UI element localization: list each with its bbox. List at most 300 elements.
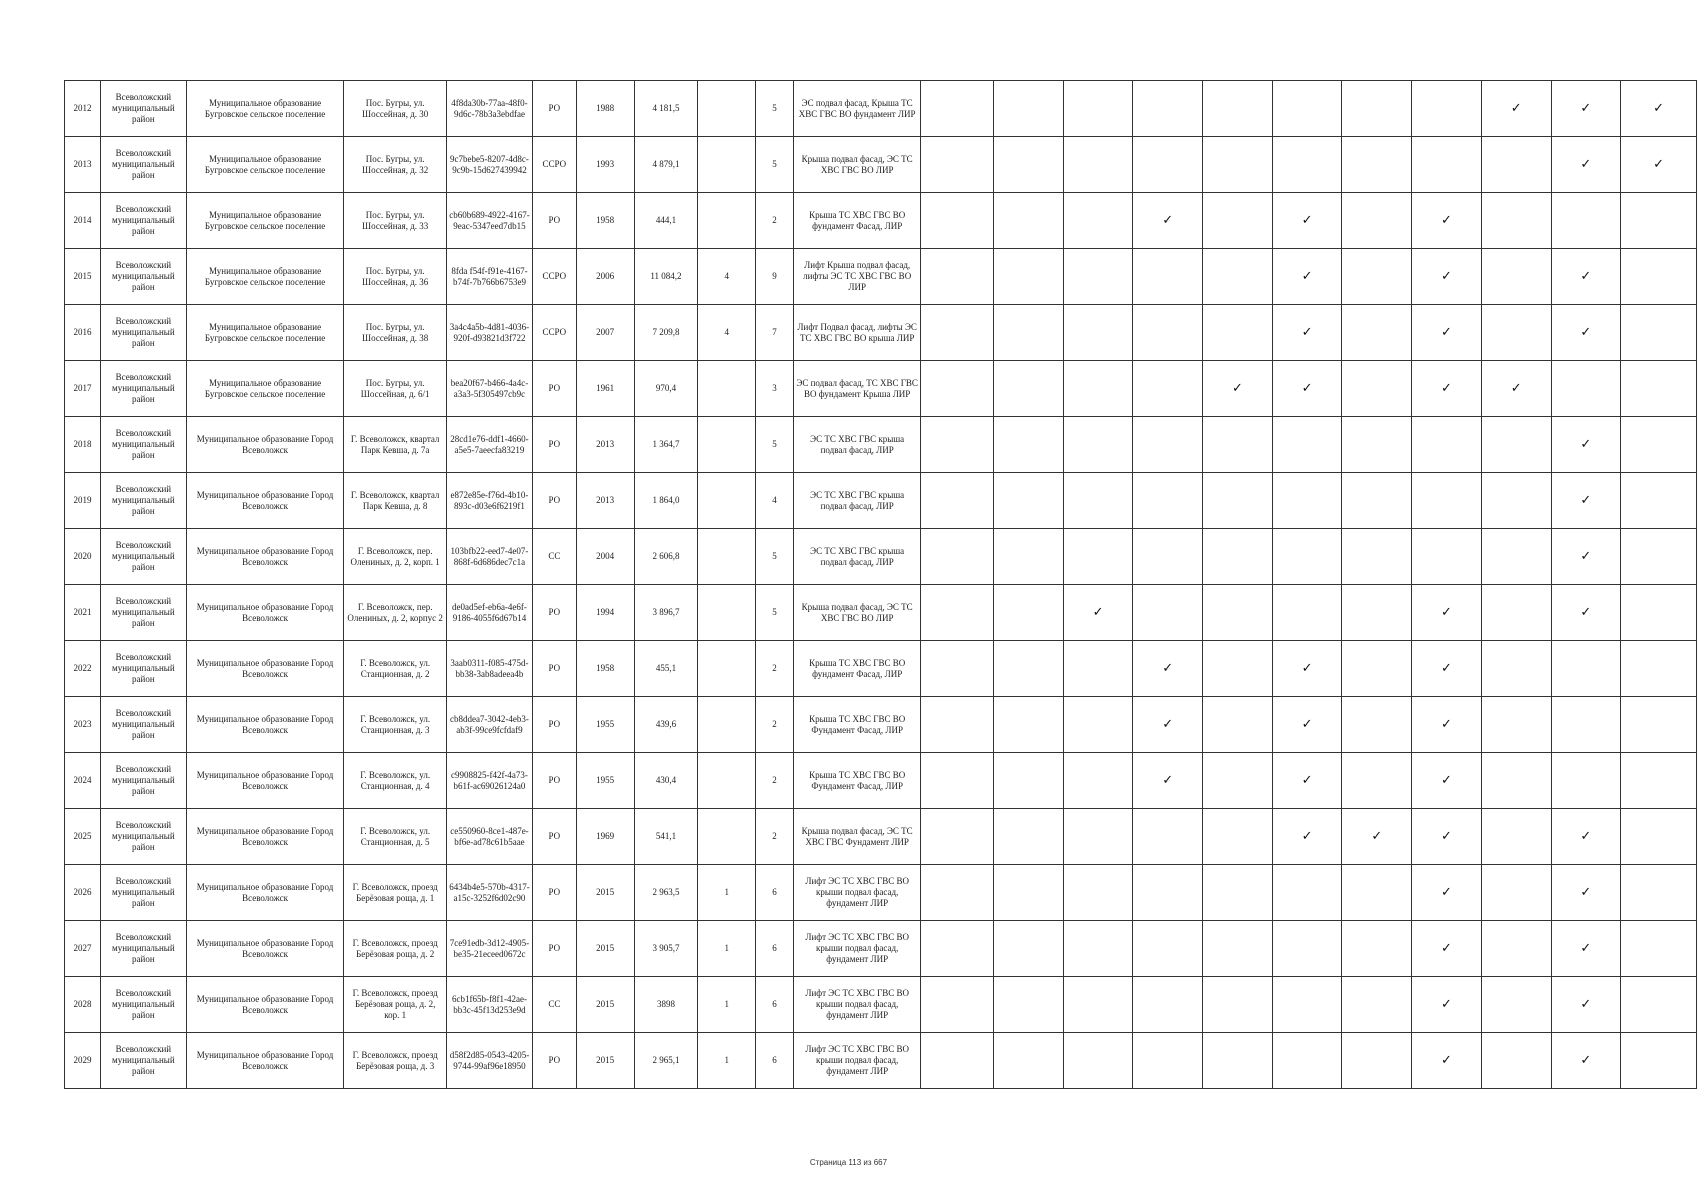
check-mark-icon: ✓ [1092, 605, 1104, 620]
district-cell: Всеволожский муниципальный район [100, 249, 186, 305]
check-mark-icon: ✓ [1301, 381, 1313, 396]
row-number: 2028 [65, 977, 101, 1033]
house-uid-cell: e872e85e-f76d-4b10-893c-d03e6f6219f1 [447, 473, 533, 529]
works-list-cell: Лифт ЭС ТС ХВС ГВС ВО крыши подвал фасад, фундамент ЛИР [793, 1033, 921, 1089]
check-cell [994, 865, 1064, 921]
management-type-cell: РО [532, 809, 576, 865]
check-cell [1272, 865, 1342, 921]
floors-cell: 6 [756, 1033, 794, 1089]
check-cell [1063, 921, 1133, 977]
check-cell [1133, 753, 1203, 809]
check-cell [1133, 641, 1203, 697]
municipality-cell: Муниципальное образование Город Всеволожск [186, 641, 343, 697]
check-mark-icon: ✓ [1162, 213, 1174, 228]
municipality-cell: Муниципальное образование Город Всеволожск [186, 921, 343, 977]
address-cell: Г. Всеволожск, проезд Берёзовая роща, д. 2 [344, 921, 447, 977]
check-cell [1342, 809, 1412, 865]
check-cell [1063, 809, 1133, 865]
house-uid-cell: 28cd1e76-ddf1-4660-a5e5-7aeecfa83219 [447, 417, 533, 473]
floors-cell: 2 [756, 753, 794, 809]
check-cell [1412, 641, 1482, 697]
check-cell [1481, 193, 1551, 249]
check-cell [1481, 809, 1551, 865]
check-cell [1412, 1033, 1482, 1089]
check-cell [1412, 977, 1482, 1033]
municipality-cell: Муниципальное образование Город Всеволожск [186, 1033, 343, 1089]
data-table [64, 80, 1697, 1089]
municipality-cell: Муниципальное образование Город Всеволожск [186, 473, 343, 529]
check-mark-icon: ✓ [1580, 941, 1592, 956]
check-cell [1551, 753, 1621, 809]
check-cell [1412, 473, 1482, 529]
elevator-count-cell [698, 809, 756, 865]
floors-cell: 2 [756, 193, 794, 249]
table-row [65, 529, 1697, 585]
table-row [65, 1033, 1697, 1089]
check-cell [1063, 585, 1133, 641]
check-cell [994, 137, 1064, 193]
elevator-count-cell [698, 193, 756, 249]
check-cell [921, 865, 994, 921]
check-cell [1133, 473, 1203, 529]
check-cell [1133, 249, 1203, 305]
elevator-count-cell [698, 697, 756, 753]
check-cell [921, 921, 994, 977]
check-mark-icon: ✓ [1580, 101, 1592, 116]
check-cell [1272, 193, 1342, 249]
floors-cell: 5 [756, 417, 794, 473]
check-cell [1481, 305, 1551, 361]
check-cell [1412, 529, 1482, 585]
check-mark-icon: ✓ [1301, 829, 1313, 844]
works-list-cell: Лифт Крыша подвал фасад, лифты ЭС ТС ХВС ГВС ВО ЛИР [793, 249, 921, 305]
check-cell [1203, 473, 1273, 529]
check-cell [1063, 1033, 1133, 1089]
check-mark-icon: ✓ [1441, 269, 1452, 284]
check-cell [1551, 137, 1621, 193]
municipality-cell: Муниципальное образование Бугровское сельское поселение [186, 81, 343, 137]
area-cell: 2 606,8 [634, 529, 698, 585]
area-cell: 3 905,7 [634, 921, 698, 977]
elevator-count-cell: 1 [698, 1033, 756, 1089]
check-cell [994, 809, 1064, 865]
check-cell [1272, 305, 1342, 361]
check-cell [1412, 809, 1482, 865]
check-cell [1133, 193, 1203, 249]
build-year-cell: 1958 [576, 641, 634, 697]
floors-cell: 3 [756, 361, 794, 417]
check-cell [1412, 193, 1482, 249]
check-cell [994, 697, 1064, 753]
check-cell [1412, 417, 1482, 473]
check-cell [1203, 977, 1273, 1033]
address-cell: Пос. Бугры, ул. Шоссейная, д. 33 [344, 193, 447, 249]
check-cell [1342, 753, 1412, 809]
check-cell [1133, 977, 1203, 1033]
check-cell [1621, 249, 1697, 305]
check-cell [994, 361, 1064, 417]
check-cell [1133, 81, 1203, 137]
house-uid-cell: d58f2d85-0543-4205-9744-99af96e18950 [447, 1033, 533, 1089]
floors-cell: 7 [756, 305, 794, 361]
check-cell [1063, 473, 1133, 529]
works-list-cell: ЭС ТС ХВС ГВС крыша подвал фасад, ЛИР [793, 473, 921, 529]
check-cell [1063, 641, 1133, 697]
check-mark-icon: ✓ [1301, 717, 1313, 732]
check-cell [1063, 361, 1133, 417]
check-cell [1481, 473, 1551, 529]
check-cell [1412, 865, 1482, 921]
check-mark-icon: ✓ [1510, 381, 1522, 396]
check-cell [994, 305, 1064, 361]
check-cell [1203, 305, 1273, 361]
build-year-cell: 2015 [576, 921, 634, 977]
municipality-cell: Муниципальное образование Бугровское сельское поселение [186, 249, 343, 305]
check-cell [1412, 697, 1482, 753]
elevator-count-cell [698, 585, 756, 641]
works-list-cell: Лифт ЭС ТС ХВС ГВС ВО крыши подвал фасад, фундамент ЛИР [793, 921, 921, 977]
check-cell [1203, 249, 1273, 305]
check-cell [1342, 417, 1412, 473]
floors-cell: 4 [756, 473, 794, 529]
works-list-cell: Крыша ТС ХВС ГВС ВО Фундамент Фасад, ЛИР [793, 753, 921, 809]
floors-cell: 2 [756, 697, 794, 753]
row-number: 2018 [65, 417, 101, 473]
area-cell: 11 084,2 [634, 249, 698, 305]
check-cell [1551, 921, 1621, 977]
check-cell [1621, 585, 1697, 641]
district-cell: Всеволожский муниципальный район [100, 809, 186, 865]
address-cell: Г. Всеволожск, проезд Берёзовая роща, д. 1 [344, 865, 447, 921]
address-cell: Г. Всеволожск, квартал Парк Кевша, д. 8 [344, 473, 447, 529]
table-row [65, 641, 1697, 697]
floors-cell: 5 [756, 529, 794, 585]
municipality-cell: Муниципальное образование Город Всеволожск [186, 809, 343, 865]
floors-cell: 2 [756, 641, 794, 697]
check-cell [1551, 473, 1621, 529]
check-cell [994, 529, 1064, 585]
works-list-cell: Крыша ТС ХВС ГВС ВО Фундамент Фасад, ЛИР [793, 697, 921, 753]
check-cell [1272, 921, 1342, 977]
check-cell [1063, 81, 1133, 137]
table-row [65, 473, 1697, 529]
check-cell [1342, 305, 1412, 361]
check-cell [994, 473, 1064, 529]
area-cell: 1 864,0 [634, 473, 698, 529]
check-mark-icon: ✓ [1580, 605, 1592, 620]
build-year-cell: 2015 [576, 865, 634, 921]
check-cell [921, 193, 994, 249]
area-cell: 444,1 [634, 193, 698, 249]
district-cell: Всеволожский муниципальный район [100, 81, 186, 137]
check-cell [1481, 977, 1551, 1033]
area-cell: 455,1 [634, 641, 698, 697]
check-mark-icon: ✓ [1441, 941, 1452, 956]
elevator-count-cell: 4 [698, 249, 756, 305]
address-cell: Г. Всеволожск, квартал Парк Кевша, д. 7а [344, 417, 447, 473]
check-mark-icon: ✓ [1441, 773, 1452, 788]
house-uid-cell: 7ce91edb-3d12-4905-be35-21eceed0672c [447, 921, 533, 977]
table-row [65, 249, 1697, 305]
house-uid-cell: 9c7bebe5-8207-4d8c-9c9b-15d627439942 [447, 137, 533, 193]
check-cell [994, 1033, 1064, 1089]
district-cell: Всеволожский муниципальный район [100, 305, 186, 361]
check-cell [1412, 585, 1482, 641]
works-list-cell: Крыша подвал фасад, ЭС ТС ХВС ГВС ВО ЛИР [793, 137, 921, 193]
check-cell [1621, 81, 1697, 137]
district-cell: Всеволожский муниципальный район [100, 1033, 186, 1089]
check-cell [994, 249, 1064, 305]
house-uid-cell: 6434b4e5-570b-4317-a15c-3252f6d02c90 [447, 865, 533, 921]
page-footer: Страница 113 из 667 [809, 1158, 888, 1167]
municipality-cell: Муниципальное образование Город Всеволожск [186, 697, 343, 753]
works-list-cell: ЭС ТС ХВС ГВС крыша подвал фасад, ЛИР [793, 529, 921, 585]
check-mark-icon: ✓ [1580, 269, 1592, 284]
area-cell: 3898 [634, 977, 698, 1033]
check-cell [1063, 753, 1133, 809]
district-cell: Всеволожский муниципальный район [100, 753, 186, 809]
check-cell [1412, 81, 1482, 137]
works-list-cell: Крыша ТС ХВС ГВС ВО фундамент Фасад, ЛИР [793, 641, 921, 697]
check-cell [1621, 473, 1697, 529]
build-year-cell: 1961 [576, 361, 634, 417]
elevator-count-cell: 1 [698, 921, 756, 977]
check-cell [1342, 361, 1412, 417]
area-cell: 4 879,1 [634, 137, 698, 193]
check-cell [1481, 641, 1551, 697]
house-uid-cell: ce550960-8ce1-487e-bf6e-ad78c61b5aae [447, 809, 533, 865]
management-type-cell: РО [532, 585, 576, 641]
check-mark-icon: ✓ [1301, 773, 1313, 788]
check-cell [1621, 809, 1697, 865]
check-cell [1272, 249, 1342, 305]
floors-cell: 5 [756, 137, 794, 193]
check-cell [1551, 361, 1621, 417]
check-cell [1272, 585, 1342, 641]
house-uid-cell: cb60b689-4922-4167-9eac-5347eed7db15 [447, 193, 533, 249]
district-cell: Всеволожский муниципальный район [100, 865, 186, 921]
row-number: 2025 [65, 809, 101, 865]
check-mark-icon: ✓ [1510, 101, 1522, 116]
check-cell [1133, 417, 1203, 473]
check-cell [1203, 137, 1273, 193]
check-mark-icon: ✓ [1580, 997, 1592, 1012]
check-cell [921, 697, 994, 753]
build-year-cell: 1988 [576, 81, 634, 137]
management-type-cell: РО [532, 417, 576, 473]
build-year-cell: 1958 [576, 193, 634, 249]
check-cell [1203, 921, 1273, 977]
management-type-cell: СС [532, 977, 576, 1033]
check-cell [1481, 697, 1551, 753]
build-year-cell: 1994 [576, 585, 634, 641]
check-cell [1551, 865, 1621, 921]
floors-cell: 9 [756, 249, 794, 305]
build-year-cell: 2015 [576, 1033, 634, 1089]
check-cell [1272, 641, 1342, 697]
check-cell [1551, 529, 1621, 585]
check-mark-icon: ✓ [1441, 213, 1452, 228]
check-cell [1551, 193, 1621, 249]
address-cell: Г. Всеволожск, пер. Олениных, д. 2, корпус 2 [344, 585, 447, 641]
check-cell [1133, 585, 1203, 641]
municipality-cell: Муниципальное образование Город Всеволожск [186, 865, 343, 921]
table-row [65, 697, 1697, 753]
check-cell [1481, 921, 1551, 977]
check-cell [921, 249, 994, 305]
check-cell [1133, 137, 1203, 193]
area-cell: 3 896,7 [634, 585, 698, 641]
check-cell [1203, 81, 1273, 137]
check-cell [1551, 585, 1621, 641]
check-cell [1203, 529, 1273, 585]
table-row [65, 809, 1697, 865]
check-cell [1342, 193, 1412, 249]
floors-cell: 6 [756, 977, 794, 1033]
build-year-cell: 2007 [576, 305, 634, 361]
check-cell [994, 641, 1064, 697]
check-mark-icon: ✓ [1441, 661, 1452, 676]
municipality-cell: Муниципальное образование Бугровское сельское поселение [186, 137, 343, 193]
check-cell [1342, 921, 1412, 977]
build-year-cell: 1993 [576, 137, 634, 193]
build-year-cell: 2004 [576, 529, 634, 585]
check-cell [1342, 1033, 1412, 1089]
check-mark-icon: ✓ [1580, 829, 1592, 844]
management-type-cell: РО [532, 641, 576, 697]
area-cell: 970,4 [634, 361, 698, 417]
management-type-cell: ССРО [532, 305, 576, 361]
house-uid-cell: de0ad5ef-eb6a-4e6f-9186-4055f6d67b14 [447, 585, 533, 641]
row-number: 2012 [65, 81, 101, 137]
table-row [65, 977, 1697, 1033]
district-cell: Всеволожский муниципальный район [100, 697, 186, 753]
build-year-cell: 2013 [576, 473, 634, 529]
address-cell: Пос. Бугры, ул. Шоссейная, д. 36 [344, 249, 447, 305]
check-cell [1133, 529, 1203, 585]
elevator-count-cell: 4 [698, 305, 756, 361]
build-year-cell: 2006 [576, 249, 634, 305]
check-cell [921, 753, 994, 809]
elevator-count-cell [698, 473, 756, 529]
check-cell [1342, 249, 1412, 305]
management-type-cell: ССРО [532, 249, 576, 305]
check-cell [1272, 809, 1342, 865]
check-cell [1133, 697, 1203, 753]
elevator-count-cell [698, 137, 756, 193]
check-cell [1551, 809, 1621, 865]
floors-cell: 6 [756, 921, 794, 977]
check-cell [1133, 361, 1203, 417]
check-cell [921, 81, 994, 137]
table-row [65, 81, 1697, 137]
check-cell [1481, 417, 1551, 473]
elevator-count-cell [698, 753, 756, 809]
check-mark-icon: ✓ [1441, 997, 1452, 1012]
district-cell: Всеволожский муниципальный район [100, 921, 186, 977]
row-number: 2019 [65, 473, 101, 529]
municipality-cell: Муниципальное образование Город Всеволожск [186, 977, 343, 1033]
address-cell: Г. Всеволожск, ул. Станционная, д. 3 [344, 697, 447, 753]
check-mark-icon: ✓ [1441, 1053, 1452, 1068]
row-number: 2013 [65, 137, 101, 193]
table-row [65, 305, 1697, 361]
check-cell [1621, 417, 1697, 473]
works-list-cell: Крыша подвал фасад, ЭС ТС ХВС ГВС Фундамент ЛИР [793, 809, 921, 865]
check-mark-icon: ✓ [1162, 717, 1174, 732]
floors-cell: 2 [756, 809, 794, 865]
table-row [65, 361, 1697, 417]
house-uid-cell: c9908825-f42f-4a73-b61f-ac69026124a0 [447, 753, 533, 809]
management-type-cell: ССРО [532, 137, 576, 193]
address-cell: Г. Всеволожск, ул. Станционная, д. 5 [344, 809, 447, 865]
check-cell [1203, 809, 1273, 865]
management-type-cell: РО [532, 865, 576, 921]
check-cell [1342, 473, 1412, 529]
check-cell [1481, 249, 1551, 305]
elevator-count-cell [698, 81, 756, 137]
municipality-cell: Муниципальное образование Бугровское сельское поселение [186, 361, 343, 417]
check-cell [1203, 193, 1273, 249]
house-uid-cell: 4f8da30b-77aa-48f0-9d6c-78b3a3ebdfae [447, 81, 533, 137]
address-cell: Г. Всеволожск, ул. Станционная, д. 2 [344, 641, 447, 697]
municipality-cell: Муниципальное образование Город Всеволожск [186, 753, 343, 809]
management-type-cell: РО [532, 753, 576, 809]
check-mark-icon: ✓ [1441, 829, 1452, 844]
area-cell: 7 209,8 [634, 305, 698, 361]
management-type-cell: СС [532, 529, 576, 585]
address-cell: Г. Всеволожск, проезд Берёзовая роща, д. 3 [344, 1033, 447, 1089]
row-number: 2015 [65, 249, 101, 305]
check-cell [994, 417, 1064, 473]
check-cell [1272, 753, 1342, 809]
works-list-cell: ЭС ТС ХВС ГВС крыша подвал фасад, ЛИР [793, 417, 921, 473]
row-number: 2029 [65, 1033, 101, 1089]
works-list-cell: Лифт Подвал фасад, лифты ЭС ТС ХВС ГВС ВО крыша ЛИР [793, 305, 921, 361]
check-cell [1203, 641, 1273, 697]
check-cell [1621, 865, 1697, 921]
check-mark-icon: ✓ [1301, 661, 1313, 676]
municipality-cell: Муниципальное образование Город Всеволожск [186, 529, 343, 585]
floors-cell: 6 [756, 865, 794, 921]
check-cell [1621, 361, 1697, 417]
check-cell [1551, 81, 1621, 137]
row-number: 2022 [65, 641, 101, 697]
management-type-cell: РО [532, 1033, 576, 1089]
works-list-cell: Лифт ЭС ТС ХВС ГВС ВО крыши подвал фасад, фундамент ЛИР [793, 865, 921, 921]
house-uid-cell: 8fda f54f-f91e-4167-b74f-7b766b6753e9 [447, 249, 533, 305]
district-cell: Всеволожский муниципальный район [100, 641, 186, 697]
row-number: 2023 [65, 697, 101, 753]
check-cell [1621, 1033, 1697, 1089]
works-list-cell: Крыша ТС ХВС ГВС ВО фундамент Фасад, ЛИР [793, 193, 921, 249]
check-cell [1621, 641, 1697, 697]
table-row [65, 921, 1697, 977]
table-row [65, 193, 1697, 249]
table-row [65, 417, 1697, 473]
elevator-count-cell: 1 [698, 865, 756, 921]
house-uid-cell: 103bfb22-eed7-4e07-868f-6d686dec7c1a [447, 529, 533, 585]
check-cell [1272, 529, 1342, 585]
check-mark-icon: ✓ [1441, 381, 1452, 396]
check-cell [1203, 865, 1273, 921]
check-cell [1412, 137, 1482, 193]
management-type-cell: РО [532, 473, 576, 529]
check-mark-icon: ✓ [1653, 157, 1665, 172]
row-number: 2017 [65, 361, 101, 417]
area-cell: 2 963,5 [634, 865, 698, 921]
elevator-count-cell: 1 [698, 977, 756, 1033]
